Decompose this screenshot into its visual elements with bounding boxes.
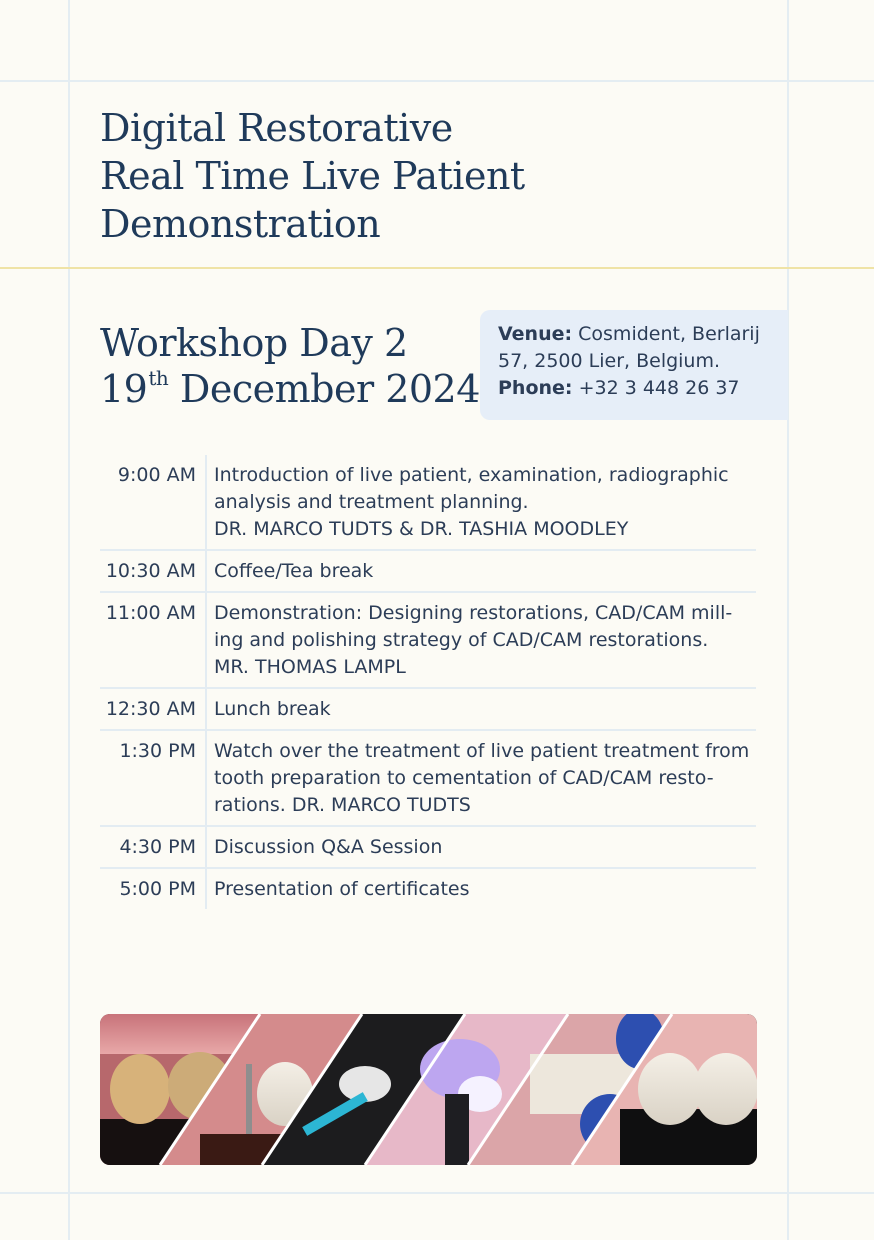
schedule-row [100, 593, 756, 689]
date-rest: December 2024 [179, 367, 480, 411]
schedule-time: 10:30 AM [105, 560, 196, 582]
guide-line-left [68, 0, 70, 1240]
description-line: Watch over the treatment of live patient treatment from [214, 740, 750, 762]
schedule-row [100, 869, 756, 909]
description-line: DR. MARCO TUDTS & DR. TASHIA MOODLEY [214, 518, 629, 540]
schedule-description [205, 593, 756, 687]
description-line: MR. THOMAS LAMPL [214, 656, 406, 678]
workshop-heading [100, 320, 480, 412]
schedule-description [205, 689, 756, 729]
description-line: Discussion Q&A Session [214, 836, 443, 858]
schedule-row [100, 689, 756, 731]
schedule-time: 1:30 PM [119, 740, 196, 762]
venue-address-line1: Cosmident, Berlarij [578, 323, 760, 345]
schedule-row [100, 827, 756, 869]
description-line: Introduction of live patient, examination, radiographic [214, 464, 729, 486]
description-line: analysis and treatment planning. [214, 491, 529, 513]
title-line: Digital Restorative [100, 106, 453, 150]
description-line: tooth preparation to cementation of CAD/CAM resto- [214, 767, 714, 789]
schedule-description [205, 827, 756, 867]
schedule-description [205, 551, 756, 591]
phone-label: Phone: [498, 377, 573, 399]
date-suffix: th [148, 366, 169, 390]
schedule-row [100, 551, 756, 593]
schedule-time: 11:00 AM [105, 602, 196, 624]
description-line: Presentation of certificates [214, 878, 470, 900]
workshop-day: Workshop Day 2 [100, 321, 408, 365]
schedule-time: 4:30 PM [119, 836, 196, 858]
schedule-row [100, 455, 756, 551]
schedule-description [205, 731, 756, 825]
schedule-row [100, 731, 756, 827]
schedule-time: 12:30 AM [105, 698, 196, 720]
schedule-description [205, 455, 756, 549]
phone-value: +32 3 448 26 37 [578, 377, 740, 399]
venue-label: Venue: [498, 323, 573, 345]
dental-procedure-photo-strip [100, 1014, 757, 1165]
schedule-time: 9:00 AM [117, 464, 196, 486]
description-line: Coffee/Tea break [214, 560, 374, 582]
description-line: Lunch break [214, 698, 331, 720]
title-divider [0, 267, 874, 269]
workshop-date [100, 366, 480, 412]
title-line: Real Time Live Patient [100, 154, 525, 198]
date-number: 19 [100, 367, 148, 411]
venue-box [480, 310, 788, 420]
title-line: Demonstration [100, 202, 381, 246]
schedule-time: 5:00 PM [119, 878, 196, 900]
venue-address-line2: 57, 2500 Lier, Belgium. [498, 350, 721, 372]
schedule-description [205, 869, 756, 909]
description-line: Demonstration: Designing restorations, CAD/CAM mill- [214, 602, 733, 624]
schedule-table [100, 455, 756, 909]
page-title [100, 104, 740, 248]
guide-line-top [0, 80, 874, 82]
guide-line-right [787, 0, 789, 1240]
description-line: ing and polishing strategy of CAD/CAM restorations. [214, 629, 709, 651]
description-line: rations. DR. MARCO TUDTS [214, 794, 471, 816]
guide-line-bottom [0, 1192, 874, 1194]
